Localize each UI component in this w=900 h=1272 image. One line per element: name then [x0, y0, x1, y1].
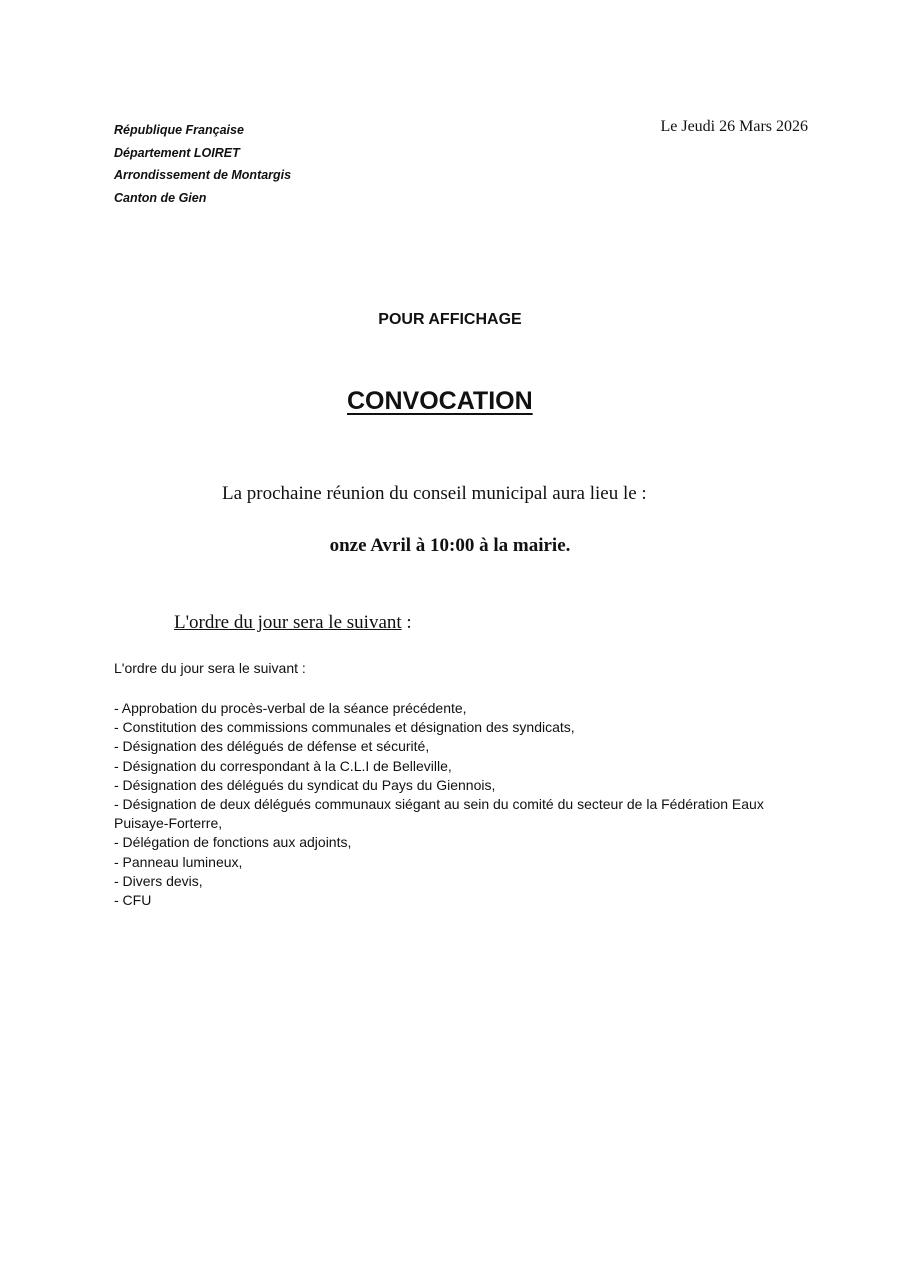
- display-notice-label: POUR AFFICHAGE: [378, 311, 522, 328]
- agenda-heading: [174, 612, 412, 634]
- meeting-details: onze Avril à 10:00 à la mairie.: [329, 535, 571, 556]
- administrative-header: [114, 119, 291, 209]
- agenda-item: - Délégation de fonctions aux adjoints,: [114, 834, 352, 851]
- agenda-item: - Constitution des commissions communales et désignation des syndicats,: [114, 719, 575, 736]
- agenda-item: - Désignation du correspondant à la C.L.I de Belleville,: [114, 757, 452, 774]
- agenda-item: - CFU: [114, 892, 152, 909]
- agenda-item: - Désignation de deux délégués communaux siégant au sein du comité du secteur de la Fédération Eaux Puisaye-Forterre,: [114, 796, 764, 832]
- agenda-item: - Divers devis,: [114, 872, 203, 889]
- agenda-list: [114, 699, 794, 910]
- agenda-heading-colon: :: [401, 612, 412, 633]
- document-date: Le Jeudi 26 Mars 2026: [660, 118, 808, 135]
- agenda-item: - Désignation des délégués de défense et sécurité,: [114, 738, 430, 755]
- agenda-item: - Approbation du procès-verbal de la séance précédente,: [114, 700, 467, 716]
- agenda-item: - Désignation des délégués du syndicat du Pays du Giennois,: [114, 776, 496, 793]
- meeting-intro: La prochaine réunion du conseil municipal aura lieu le :: [222, 483, 647, 504]
- header-line-arrondissement: Arrondissement de Montargis: [114, 168, 292, 182]
- header-line-republic: République Française: [114, 123, 244, 137]
- agenda-intro: L'ordre du jour sera le suivant :: [114, 660, 306, 676]
- agenda-heading-text: L'ordre du jour sera le suivant: [174, 612, 402, 633]
- page-title: CONVOCATION: [347, 387, 533, 415]
- header-line-department: Département LOIRET: [114, 145, 240, 160]
- header-line-canton: Canton de Gien: [114, 190, 207, 205]
- agenda-item: - Panneau lumineux,: [114, 853, 243, 870]
